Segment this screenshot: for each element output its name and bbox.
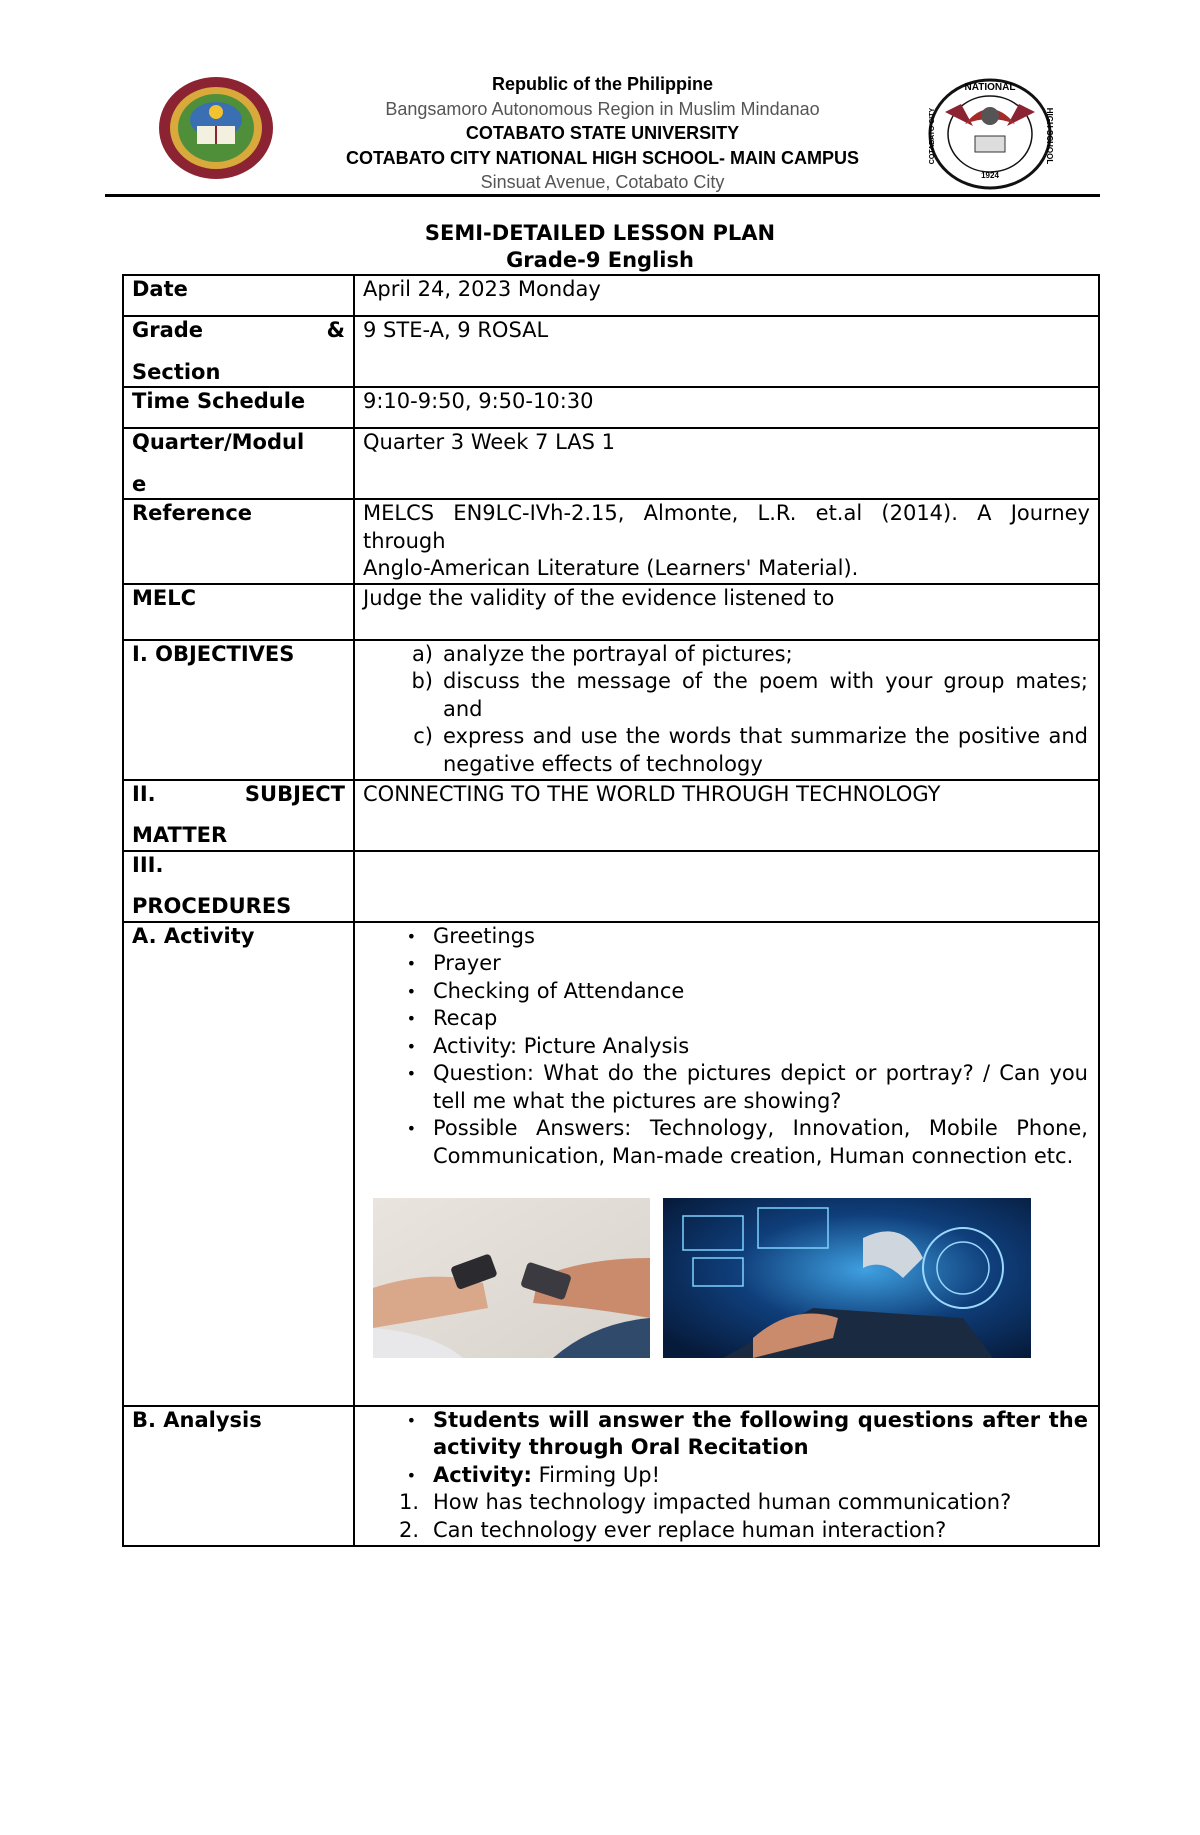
list-item (363, 641, 1088, 669)
list-item (363, 1462, 1088, 1490)
list-item (363, 1115, 1088, 1170)
row-label (123, 780, 354, 851)
item-text: express and use the words that summarize the positive and negative effects of technology (443, 724, 1088, 776)
school-seal-icon (925, 74, 1055, 190)
seal-year-text: 1924 (981, 171, 999, 180)
list-item (363, 668, 1088, 723)
list-item (363, 1407, 1088, 1462)
row-value (354, 640, 1099, 780)
label-part: & (326, 318, 345, 342)
item-marker: 2. (399, 1517, 420, 1542)
bullet-icon: • (406, 981, 416, 1001)
activity-list (363, 923, 1088, 1171)
item-text: Checking of Attendance (433, 978, 685, 1003)
item-text: Activity: Picture Analysis (433, 1033, 690, 1058)
item-text: Can technology ever replace human interaction? (433, 1517, 947, 1542)
document-header (105, 68, 1100, 196)
seal-left-text: COTABATO CITY (929, 107, 936, 165)
header-divider (105, 194, 1100, 197)
bullet-icon: • (406, 1036, 416, 1056)
row-value: April 24, 2023 Monday (354, 275, 1099, 316)
row-label: A. Activity (123, 922, 354, 1406)
address-line: Sinsuat Avenue, Cotabato City (480, 172, 725, 192)
seal-side-text: HIGH SCHOOL (1045, 107, 1054, 165)
table-row (123, 387, 1099, 428)
item-text: discuss the message of the poem with your group mates; and (443, 669, 1088, 721)
lesson-plan-table (122, 274, 1100, 1547)
row-value (354, 851, 1099, 922)
activity-pictures (363, 1198, 1088, 1404)
row-value: 9 STE-A, 9 ROSAL (354, 316, 1099, 387)
item-text (433, 1462, 1088, 1490)
row-label: MELC (123, 584, 354, 640)
list-item (363, 1489, 1088, 1517)
list-item (363, 1517, 1088, 1545)
row-label (123, 851, 354, 922)
table-row (123, 584, 1099, 640)
table-row (123, 640, 1099, 780)
bullet-icon: • (406, 954, 416, 973)
table-row (123, 275, 1099, 316)
table-row (123, 922, 1099, 1406)
list-item (363, 1005, 1088, 1033)
bullet-icon: • (406, 1064, 416, 1083)
technology-photo (663, 1198, 1031, 1358)
table-row (123, 428, 1099, 499)
bullet-icon: • (406, 926, 416, 946)
label-part: Section (132, 359, 221, 384)
row-label: Time Schedule (123, 387, 354, 428)
objectives-list (363, 641, 1088, 779)
label-part: MATTER (132, 823, 228, 847)
reference-line-2: Anglo-American Literature (Learners' Material). (363, 556, 859, 580)
row-value: 9:10-9:50, 9:50-10:30 (354, 387, 1099, 428)
list-item (363, 1060, 1088, 1115)
row-value: Judge the validity of the evidence listened to (354, 584, 1099, 640)
title-line-2: Grade-9 English (506, 248, 694, 272)
item-text: analyze the portrayal of pictures; (443, 641, 793, 666)
row-label: Reference (123, 499, 354, 584)
item-text: Possible Answers: Technology, Innovation, Mobile Phone, Communication, Man-made creation, Human connection etc. (433, 1116, 1088, 1168)
label-part: II. (132, 781, 156, 806)
title-line-1: SEMI-DETAILED LESSON PLAN (424, 221, 776, 245)
bullet-icon: • (406, 1410, 416, 1430)
item-rest: Firming Up! (531, 1462, 661, 1487)
list-item (363, 923, 1088, 951)
questions-list (363, 1489, 1088, 1544)
analysis-list (363, 1407, 1088, 1490)
label-part: SUBJECT (244, 781, 345, 806)
item-text: Recap (433, 1006, 498, 1030)
label-part: Quarter/Modul (132, 430, 305, 454)
item-bold: Activity: (433, 1462, 532, 1487)
reference-line-1: MELCS EN9LC-IVh-2.15, Almonte, L.R. et.al (2014). A Journey through (363, 501, 1090, 553)
item-marker: 1. (399, 1490, 420, 1514)
table-row (123, 780, 1099, 851)
row-value (354, 922, 1099, 1406)
item-marker: c) (413, 724, 433, 748)
item-text: Question: What do the pictures depict or portray? / Can you tell me what the pictures are showing? (433, 1061, 1088, 1113)
label-part: III. (132, 852, 164, 877)
item-text: How has technology impacted human communication? (433, 1490, 1012, 1514)
region-line: Bangsamoro Autonomous Region in Muslim Mindanao (385, 98, 820, 119)
list-item (363, 723, 1088, 778)
row-value: CONNECTING TO THE WORLD THROUGH TECHNOLOGY (354, 780, 1099, 851)
row-label (123, 428, 354, 499)
row-value (354, 499, 1099, 584)
bullet-icon: • (406, 1009, 416, 1028)
bullet-icon: • (406, 1465, 416, 1485)
label-part: PROCEDURES (132, 894, 292, 918)
row-value (354, 1406, 1099, 1546)
item-marker: a) (411, 641, 433, 666)
label-part: e (132, 471, 147, 496)
table-row (123, 499, 1099, 584)
university-line: COTABATO STATE UNIVERSITY (465, 123, 740, 143)
list-item (363, 978, 1088, 1006)
item-text: Prayer (433, 951, 501, 975)
school-line: COTABATO CITY NATIONAL HIGH SCHOOL- MAIN CAMPUS (346, 147, 859, 168)
table-row (123, 1406, 1099, 1546)
list-item (363, 950, 1088, 978)
row-label: I. OBJECTIVES (123, 640, 354, 780)
row-label (123, 316, 354, 387)
label-part: Grade (132, 318, 204, 342)
list-item (363, 1033, 1088, 1061)
bullet-icon: • (406, 1119, 416, 1138)
republic-line: Republic of the Philippine (491, 74, 713, 94)
item-text: Students will answer the following questions after the activity through Oral Recitation (433, 1407, 1088, 1459)
row-label: B. Analysis (123, 1406, 354, 1546)
phones-photo (373, 1198, 650, 1358)
table-row (123, 316, 1099, 387)
row-value: Quarter 3 Week 7 LAS 1 (354, 428, 1099, 499)
row-label: Date (123, 275, 354, 316)
item-marker: b) (411, 669, 433, 693)
seal-top-text: NATIONAL (964, 82, 1016, 93)
document-title (0, 220, 1200, 274)
item-text: Greetings (433, 923, 535, 948)
table-row (123, 851, 1099, 922)
